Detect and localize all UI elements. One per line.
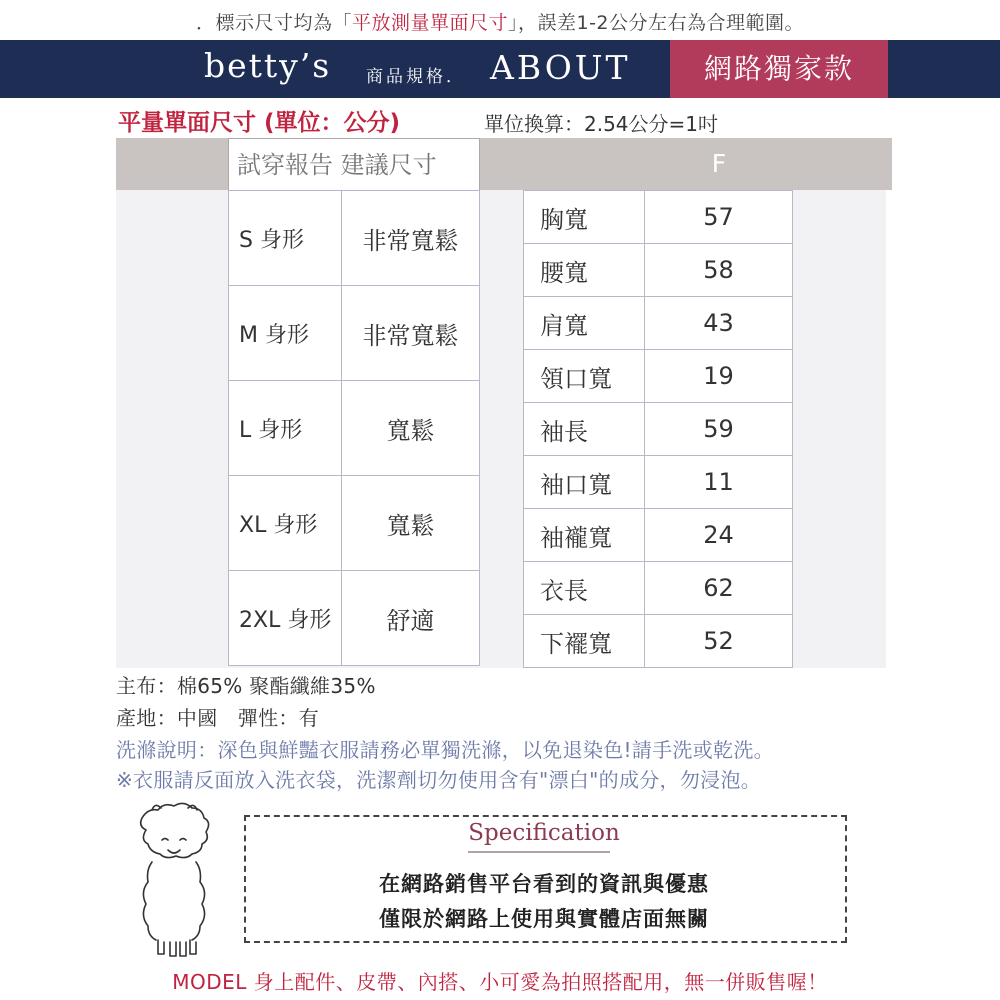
measurement-value: 43	[645, 297, 793, 350]
size-f-header: F	[711, 149, 727, 178]
spec-label: 商品規格．	[366, 67, 466, 87]
model-accessory-note: MODEL 身上配件、皮帶、內搭、小可愛為拍照搭配用，無一併販售喔！	[172, 970, 828, 994]
body-type-cell: S 身形	[229, 191, 342, 286]
brand-banner	[0, 40, 1000, 98]
table-row	[524, 509, 793, 562]
table-row	[524, 456, 793, 509]
measurement-name: 衣長	[524, 562, 645, 615]
table-row	[524, 615, 793, 668]
table-row	[524, 350, 793, 403]
size-section-title: 平量單面尺寸 (單位：公分)	[118, 110, 401, 136]
measurement-name: 袖長	[524, 403, 645, 456]
table-row	[524, 297, 793, 350]
size-notice	[0, 8, 1000, 35]
fit-cell: 舒適	[342, 571, 480, 666]
material-info: 主布：棉65% 聚酯纖維35%	[116, 674, 376, 698]
table-row	[229, 476, 480, 571]
measurement-name: 領口寬	[524, 350, 645, 403]
table-row	[229, 286, 480, 381]
measurement-value: 58	[645, 244, 793, 297]
notice-prefix: ．標示尺寸均為「	[195, 12, 352, 34]
specification-line-1: 在網路銷售平台看到的資訊與優惠	[379, 872, 709, 896]
measurement-value: 59	[645, 403, 793, 456]
notice-suffix: 」，誤差1-2公分左右為合理範圍。	[507, 12, 805, 34]
brand-logo: betty’s	[204, 46, 332, 85]
measurement-name: 下襬寬	[524, 615, 645, 668]
about-label: ABOUT	[490, 48, 631, 87]
measurement-value: 24	[645, 509, 793, 562]
body-type-cell: XL 身形	[229, 476, 342, 571]
unit-conversion: 單位換算：2.54公分=1吋	[484, 112, 719, 136]
try-on-header: 試穿報告 建議尺寸	[228, 138, 480, 190]
table-row	[229, 571, 480, 666]
measurement-name-header	[523, 138, 643, 190]
measurement-name: 胸寬	[524, 191, 645, 244]
table-row	[524, 244, 793, 297]
measurement-value: 52	[645, 615, 793, 668]
measurement-value: 57	[645, 191, 793, 244]
body-type-cell: 2XL 身形	[229, 571, 342, 666]
specification-line-2: 僅限於網路上使用與實體店面無關	[379, 907, 709, 931]
specification-underline	[468, 851, 610, 853]
fit-cell: 非常寬鬆	[342, 286, 480, 381]
table-row	[524, 562, 793, 615]
measurement-name: 袖口寬	[524, 456, 645, 509]
body-type-cell: L 身形	[229, 381, 342, 476]
measurement-value: 11	[645, 456, 793, 509]
measurement-name: 袖襱寬	[524, 509, 645, 562]
fit-cell: 非常寬鬆	[342, 191, 480, 286]
fit-cell: 寬鬆	[342, 381, 480, 476]
origin-elasticity-info: 產地：中國 彈性：有	[116, 706, 319, 730]
body-type-cell: M 身形	[229, 286, 342, 381]
washing-instructions: 洗滌說明：深色與鮮豔衣服請務必單獨洗滌，以免退染色!請手洗或乾洗。	[116, 738, 774, 762]
try-on-table	[228, 190, 480, 666]
fit-cell: 寬鬆	[342, 476, 480, 571]
table-row	[229, 381, 480, 476]
exclusive-badge: 網路獨家款	[670, 40, 888, 98]
notice-highlight: 平放測量單面尺寸	[351, 12, 508, 34]
measurement-value: 62	[645, 562, 793, 615]
measurements-table	[523, 190, 793, 668]
measurement-value: 19	[645, 350, 793, 403]
table-row	[524, 191, 793, 244]
specification-title: Specification	[468, 820, 620, 846]
measurement-name: 肩寬	[524, 297, 645, 350]
table-row	[229, 191, 480, 286]
alpaca-icon	[130, 800, 220, 960]
laundry-bag-note: ※衣服請反面放入洗衣袋，洗潔劑切勿使用含有"漂白"的成分，勿浸泡。	[116, 768, 762, 792]
table-row	[524, 403, 793, 456]
measurement-name: 腰寬	[524, 244, 645, 297]
